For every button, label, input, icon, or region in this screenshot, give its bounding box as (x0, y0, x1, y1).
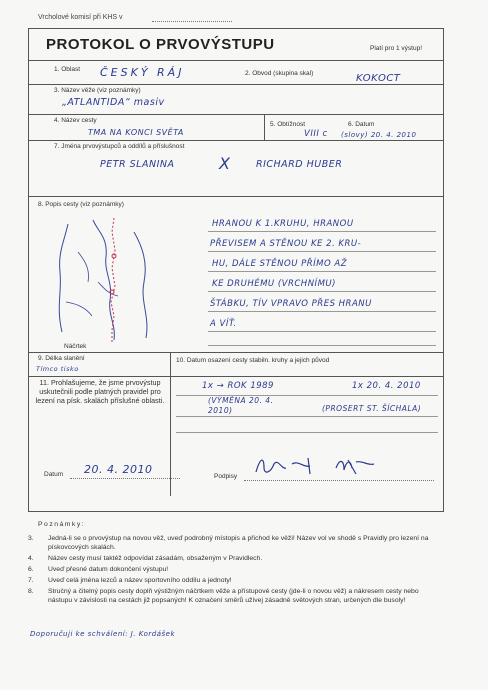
desc-rule (208, 251, 436, 252)
page-title: PROTOKOL O PRVOVÝSTUPU (46, 36, 275, 53)
committee-blank (152, 21, 232, 22)
notes-title: Poznámky: (38, 521, 86, 528)
divider (28, 196, 444, 197)
bolts-rule (176, 395, 438, 396)
bolts-label: 10. Datum osazení cesty stabiln. kruhy a jejich původ (176, 357, 330, 364)
difficulty-value: VIII c (304, 129, 328, 139)
desc-rule (208, 231, 436, 232)
note-item: 4. Název cesty musí taktéž odpovídat zásadám, obsaženým v Pravidlech. (28, 555, 263, 562)
description-line: PŘEVISEM A STĚNOU KE 2. KRU- (210, 239, 362, 249)
difficulty-label: 5. Obtížnost (270, 121, 306, 128)
divider (28, 140, 444, 141)
area-label: 1. Oblast (54, 66, 81, 73)
desc-rule (208, 271, 436, 272)
bolts-line1-right: 1x 20. 4. 2010 (352, 381, 421, 391)
date-label-6: 6. Datum (348, 121, 375, 128)
signature-blank (244, 480, 434, 481)
divider (28, 352, 444, 353)
rappel-value: Tímco tisko (36, 365, 79, 373)
bolts-rule (176, 432, 438, 433)
description-line: ŠTÁBKU, TÍV VPRAVO PŘES HRANU (210, 299, 372, 309)
climber-separator: X (219, 154, 231, 173)
date-blank (70, 478, 180, 479)
date-value-6: (slovy) 20. 4. 2010 (341, 131, 417, 139)
tower-label: 3. Název věže (viz poznámky) (54, 87, 141, 94)
route-name-label: 4. Název cesty (54, 117, 97, 124)
valid-note: Platí pro 1 výstup! (370, 45, 423, 52)
divider (28, 60, 444, 61)
route-name-value: TMA NA KONCI SVĚTA (88, 128, 184, 137)
climber-a: PETR SLANINA (100, 159, 175, 170)
climbers-label: 7. Jména prvovýstupců a oddílů a příslušnost (54, 143, 185, 150)
climber-b: RICHARD HUBER (256, 159, 343, 170)
tower-value: „ATLANTIDA“ masiv (62, 97, 165, 108)
date-value: 20. 4. 2010 (84, 463, 153, 476)
area-value: ČESKÝ RÁJ (100, 66, 185, 79)
bolts-rule (176, 416, 438, 417)
divider (264, 114, 265, 140)
route-sketch (38, 212, 188, 352)
description-line: HRANOU K 1.KRUHU, HRANOU (212, 219, 354, 229)
district-label: 2. Obvod (skupina skal) (245, 70, 314, 77)
bolts-line2-left: (VÝMĚNA 20. 4. 2010) (208, 396, 274, 415)
divider (28, 84, 444, 85)
notes-section (28, 520, 438, 605)
signatures-label: Podpisy (214, 473, 238, 480)
desc-rule (208, 331, 436, 332)
desc-rule (208, 291, 436, 292)
signatures-image (252, 454, 392, 480)
date-label: Datum (44, 471, 64, 478)
rappel-label: 9. Délka slanění (38, 355, 85, 362)
description-line: HU, DÁLE STĚNOU PŘÍMO AŽ (212, 259, 348, 269)
description-line: KE DRUHÉMU (VRCHNÍMU) (212, 279, 336, 289)
bolts-line1-left: 1x → ROK 1989 (202, 381, 274, 391)
note-item: 8. Stručný a čitelný popis cesty doplň výstižným náčrtkem věže a přístupové cesty (jde-li o novou věž) a nákresem cesty nebo nástupu v závislosti na cestách již popsaných! K označení směrů užívej zásadně světových stran, určených dle busoly! (28, 588, 419, 604)
approval-note: Doporučuji ke schválení: J. Kordášek (30, 630, 176, 638)
district-value: KOKOCT (356, 73, 401, 84)
note-item: 3. Jedná-li se o prvovýstup na novou věž, uveď podrobný místopis a přichod ke věži! Název vol ve shodě s Pravidly pro lezení na pískovcových skalách. (28, 535, 429, 551)
description-line: A VÍŤ. (210, 319, 237, 329)
note-item: 7. Uveď celá jména lezců a název sportovního oddílu a jednoty! (28, 577, 232, 584)
sketch-label: Náčrtek (64, 343, 87, 350)
bolts-line2-right: (PROSERT ST. ŠÍCHALA) (322, 404, 422, 413)
divider (28, 376, 444, 377)
note-item: 6. Uveď přesné datum dokončení výstupu! (28, 566, 169, 573)
declaration-text: 11. Prohlašujeme, že jsme prvovýstup uskutečnili podle platných pravidel pro lezení na písk. skalách příslušné oblasti. (35, 378, 165, 405)
divider (170, 352, 171, 376)
description-label: 8. Popis cesty (viz poznámky) (38, 201, 124, 208)
desc-rule (208, 311, 436, 312)
divider (28, 114, 444, 115)
desc-rule (208, 345, 436, 346)
committee-label: Vrcholové komisí při KHS v (38, 14, 123, 21)
